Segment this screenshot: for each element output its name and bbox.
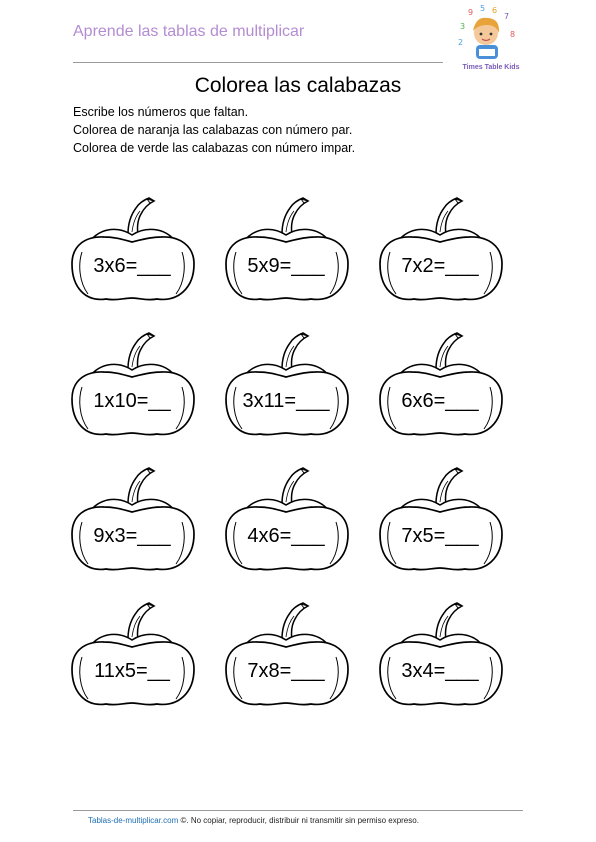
- svg-text:6: 6: [492, 6, 498, 15]
- pumpkin-outline: [64, 327, 200, 442]
- instructions-list: [73, 103, 355, 157]
- pumpkin[interactable]: [372, 597, 508, 712]
- pumpkin[interactable]: [64, 327, 200, 442]
- multiplication-problem: 11x5=__: [94, 660, 170, 682]
- svg-text:3: 3: [460, 22, 466, 31]
- pumpkin-outline: [64, 597, 200, 712]
- pumpkin[interactable]: [218, 192, 354, 307]
- multiplication-problem: 4x6=___: [247, 525, 325, 547]
- pumpkin[interactable]: [64, 462, 200, 577]
- pumpkin[interactable]: [64, 192, 200, 307]
- pumpkin[interactable]: [64, 597, 200, 712]
- pumpkin-outline: [218, 462, 354, 577]
- pumpkin[interactable]: [372, 462, 508, 577]
- multiplication-problem: 7x2=___: [401, 255, 479, 277]
- multiplication-problem: 7x8=___: [247, 660, 325, 682]
- multiplication-problem: 9x3=___: [93, 525, 171, 547]
- footer: [88, 816, 419, 825]
- pumpkin[interactable]: [372, 192, 508, 307]
- instruction-line: Colorea de naranja las calabazas con número par.: [73, 123, 353, 137]
- page-title: Colorea las calabazas: [194, 74, 402, 97]
- multiplication-problem: 7x5=___: [401, 525, 479, 547]
- header-divider: [73, 62, 443, 63]
- svg-text:8: 8: [510, 30, 516, 39]
- pumpkin-outline: [64, 192, 200, 307]
- pumpkin[interactable]: [372, 327, 508, 442]
- multiplication-problem: 6x6=___: [401, 390, 479, 412]
- pumpkin[interactable]: [218, 327, 354, 442]
- multiplication-problem: 3x4=___: [401, 660, 479, 682]
- pumpkin[interactable]: [218, 597, 354, 712]
- footer-site-link[interactable]: Tablas-de-multiplicar.com: [88, 816, 179, 825]
- pumpkin-outline: [372, 597, 508, 712]
- logo-caption: Times Table Kids: [462, 64, 520, 71]
- instruction-line: Escribe los números que faltan.: [73, 105, 249, 119]
- svg-text:9: 9: [468, 8, 474, 17]
- pumpkin-outline: [218, 327, 354, 442]
- pumpkin-outline: [218, 192, 354, 307]
- pumpkin-outline: [372, 192, 508, 307]
- instruction-line: Colorea de verde las calabazas con número impar.: [73, 141, 356, 155]
- multiplication-problem: 1x10=__: [93, 390, 171, 412]
- pumpkin-outline: [372, 462, 508, 577]
- multiplication-problem: 5x9=___: [247, 255, 325, 277]
- footer-copyright-notice: ©. No copiar, reproducir, distribuir ni transmitir sin permiso expreso.: [180, 816, 419, 825]
- multiplication-problem: 3x6=___: [93, 255, 171, 277]
- pumpkin-outline: [218, 597, 354, 712]
- svg-text:7: 7: [504, 12, 510, 21]
- multiplication-problem: 3x11=___: [242, 390, 330, 412]
- pumpkin-outline: [64, 462, 200, 577]
- site-title: Aprende las tablas de multiplicar: [73, 23, 305, 40]
- pumpkin-outline: [372, 327, 508, 442]
- svg-text:5: 5: [480, 4, 486, 13]
- pumpkin[interactable]: [218, 462, 354, 577]
- svg-text:2: 2: [458, 38, 464, 47]
- footer-divider: [73, 810, 523, 811]
